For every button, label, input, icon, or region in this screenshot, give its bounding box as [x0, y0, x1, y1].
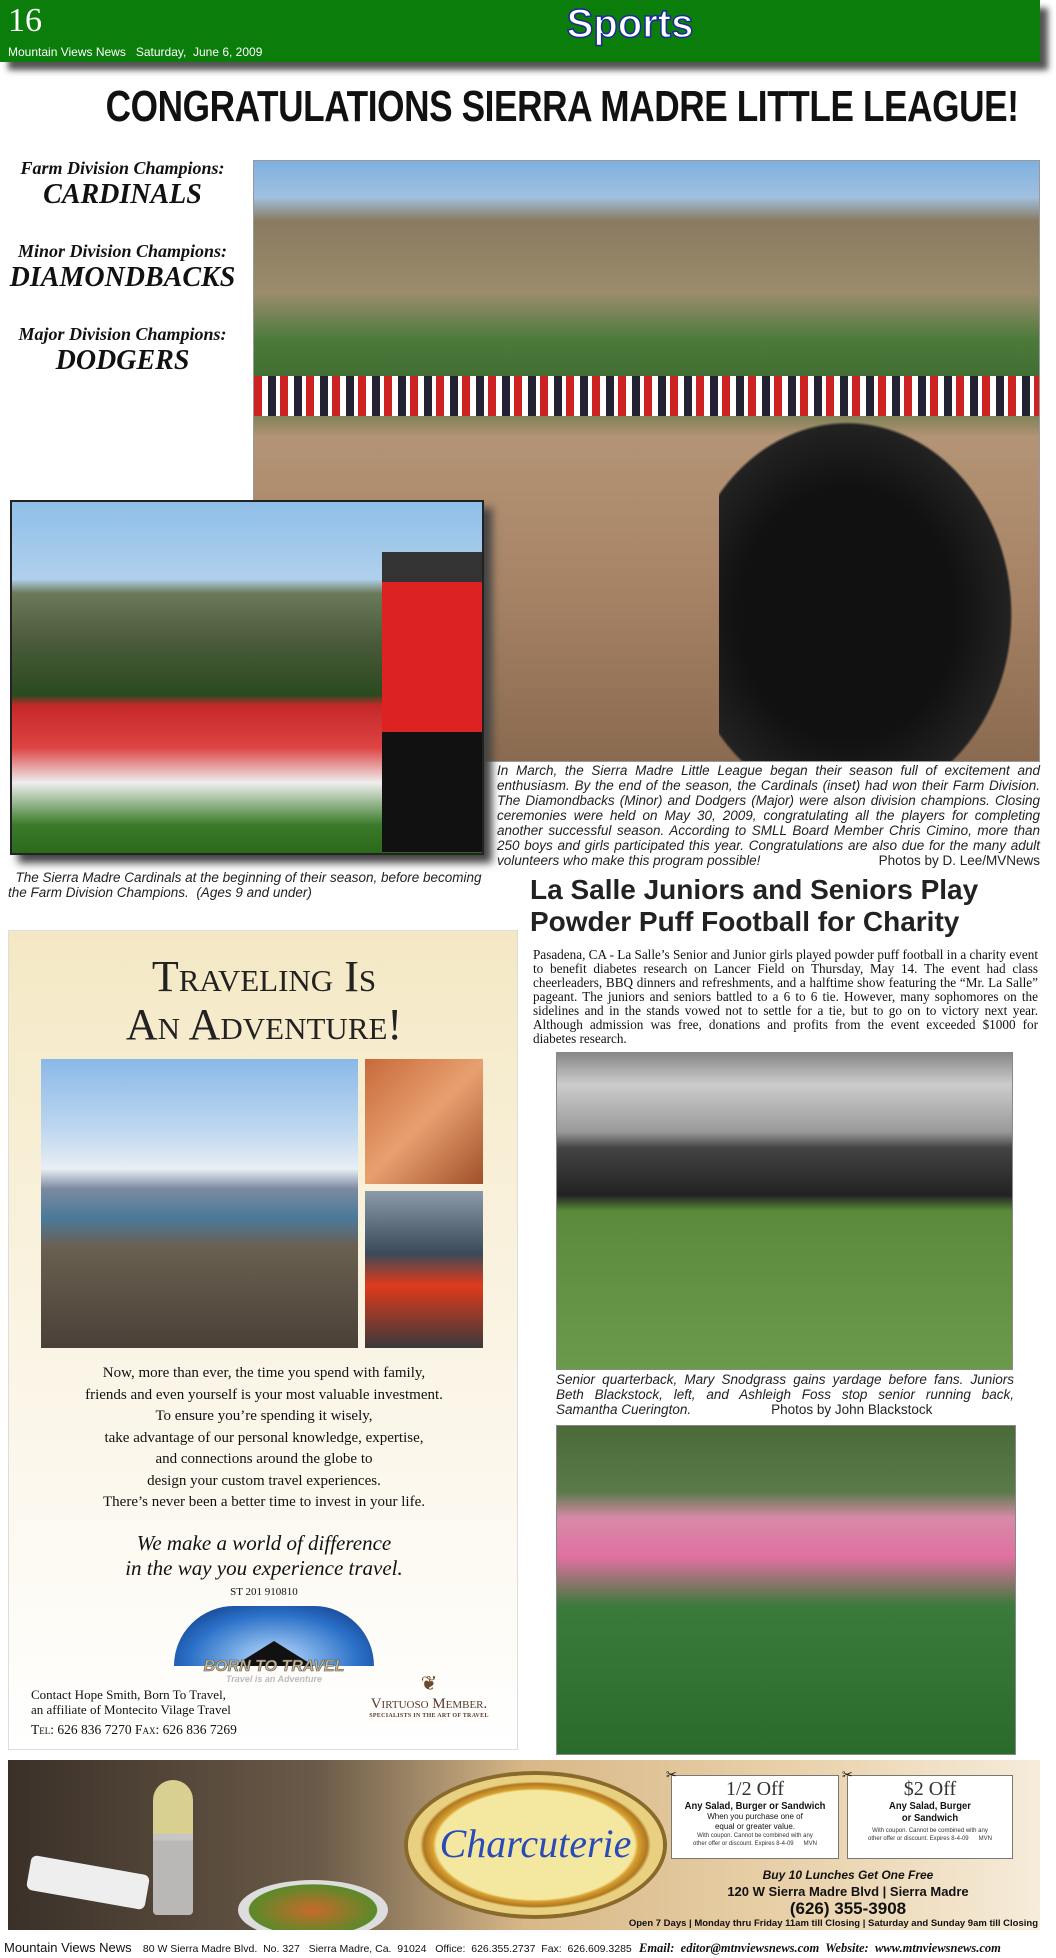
lasalle-body: Pasadena, CA - La Salle’s Senior and Junior girls played powder puff football in a charity event to benefit diabetes research on Lancer Field on Thursday, May 14. The event had class cheerleaders, BBQ dinners and refreshments, and a halftime show featuring the “Mr. La Salle” pageant. The juniors and seniors battled to a 6 to 6 tie. However, many sophomores on the sidelines and in the stands vowed not to settle for a tie, but to go on to victory next year. Although admission was free, donations and profits from the event exceeded $1000 for diabetes research. — [533, 947, 1038, 1046]
footer-address: 80 W Sierra Madre Blvd. No. 327 Sierra Madre, Ca. 91024 Office: 626.355.2737 Fax: 626.609.3285 — [142, 1943, 632, 1955]
ad-fishing-photo — [365, 1191, 483, 1348]
division-team: DODGERS — [55, 345, 190, 376]
ad-title: Traveling Is An Adventure! — [125, 952, 403, 1049]
restaurant-phone: (626) 355-3908 — [789, 1899, 907, 1918]
powder-puff-photo-2 — [556, 1425, 1016, 1755]
coupon-half-off[interactable]: ✂ 1/2 Off Any Salad, Burger or Sandwich When you purchase one of equal or greater value. With coupon. Cannot be combined with any other offer or discount. Expires 8-4-09 MVN — [671, 1775, 839, 1859]
division-farm — [0, 158, 245, 211]
cardinals-inset-photo — [10, 500, 484, 855]
food-plate-image — [238, 1880, 388, 1930]
restaurant-logo: Charcuterie — [408, 1775, 663, 1915]
napkin-image — [26, 1855, 150, 1910]
footer-contact[interactable]: Email: editor@mtnviewsnews.com Website: www.mtnviewsnews.com — [638, 1941, 1001, 1955]
powder-puff-caption: Senior quarterback, Mary Snodgrass gains yardage before fans. Juniors Beth Blackstock, left, and Ashleigh Foss stop senior running back, Samantha Cuerington. Photos by John Blackstock — [556, 1372, 1014, 1417]
lasalle-headline: La Salle Juniors and Seniors Play Powder Puff Football for Charity — [530, 874, 979, 937]
inset-caption: The Sierra Madre Cardinals at the beginning of their season, before becoming the Farm Division Champions. (Ages 9 and under) — [8, 870, 486, 900]
division-team: CARDINALS — [43, 179, 202, 210]
footer-publication: Mountain Views News — [4, 1940, 132, 1955]
powder-puff-photo-1 — [556, 1052, 1013, 1370]
photo-credit: Photos by John Blackstock — [771, 1402, 933, 1417]
ad-mountain-photo — [41, 1059, 358, 1348]
restaurant-advertisement — [8, 1760, 1040, 1930]
page-footer — [4, 1940, 1054, 1956]
ad-petra-photo — [365, 1059, 483, 1184]
travel-advertisement — [8, 930, 518, 1750]
born-to-travel-logo: BORN TO TRAVEL Travel is an Adventure — [164, 1606, 384, 1686]
little-league-caption: In March, the Sierra Madre Little League began their season full of excitement and enthusiasm. By the end of the season, the Cardinals (inset) had won their Farm Division. The Diamondbacks (Minor) and Dodgers (Major) were alson division champions. Closing ceremonies were held on May 30, 2009, congratulating all the players for completing another successful season. According to SMLL Board Member Chris Cimino, more than 250 boys and girls participated this year. Congratulations are also due for the many adult volunteers who make this program possible! Photos by D. Lee/MVNews — [497, 763, 1040, 868]
virtuoso-logo: ❦ Virtuoso Member. SPECIALISTS IN THE ART OF TRAVEL — [349, 1671, 509, 1719]
scissors-icon: ✂ — [842, 1767, 853, 1782]
ad-license: ST 201 910810 — [230, 1586, 298, 1598]
section-title: Sports — [566, 2, 694, 46]
promo-text: Buy 10 Lunches Get One Free — [762, 1868, 934, 1882]
restaurant-address: 120 W Sierra Madre Blvd | Sierra Madre — [727, 1884, 969, 1899]
division-team: DIAMONDBACKS — [9, 262, 236, 293]
publication-date: Mountain Views News Saturday, June 6, 2009 — [8, 45, 263, 59]
page-number: 16 — [8, 2, 42, 39]
division-major — [0, 324, 245, 377]
division-label: Minor Division Champions: — [17, 241, 228, 261]
leaf-icon: ❦ — [420, 1673, 438, 1695]
photo-credit: Photos by D. Lee/MVNews — [878, 853, 1040, 868]
scissors-icon: ✂ — [666, 1767, 677, 1782]
division-label: Farm Division Champions: — [20, 158, 225, 178]
ad-tagline: We make a world of difference in the way you experience travel. — [125, 1531, 403, 1580]
wine-glass-image — [153, 1780, 193, 1915]
division-label: Major Division Champions: — [18, 324, 227, 344]
restaurant-hours: Open 7 Days | Monday thru Friday 11am till Closing | Saturday and Sunday 9am till Closing — [628, 1918, 1038, 1929]
page-headline: CONGRATULATIONS SIERRA MADRE LITTLE LEAGUE! — [105, 82, 1019, 131]
ad-body: Now, more than ever, the time you spend with family, friends and even yourself is your most valuable investment. To ensure you’re spending it wisely, take advantage of our personal knowledge, expertise, and connections around the globe to design your custom travel experiences. There’s never been a better time to invest in your life. — [85, 1365, 443, 1510]
ad-contact: Contact Hope Smith, Born To Travel, an affiliate of Montecito Vilage Travel Tel: 626 836 7270 Fax: 626 836 7269 — [31, 1687, 237, 1737]
ad-phone: Tel: 626 836 7270 Fax: 626 836 7269 — [31, 1722, 237, 1737]
division-minor — [0, 241, 245, 294]
coupon-two-dollars-off[interactable]: ✂ $2 Off Any Salad, Burger or Sandwich With coupon. Cannot be combined with any other offer or discount. Expires 8-4-09 MVN — [847, 1775, 1013, 1859]
